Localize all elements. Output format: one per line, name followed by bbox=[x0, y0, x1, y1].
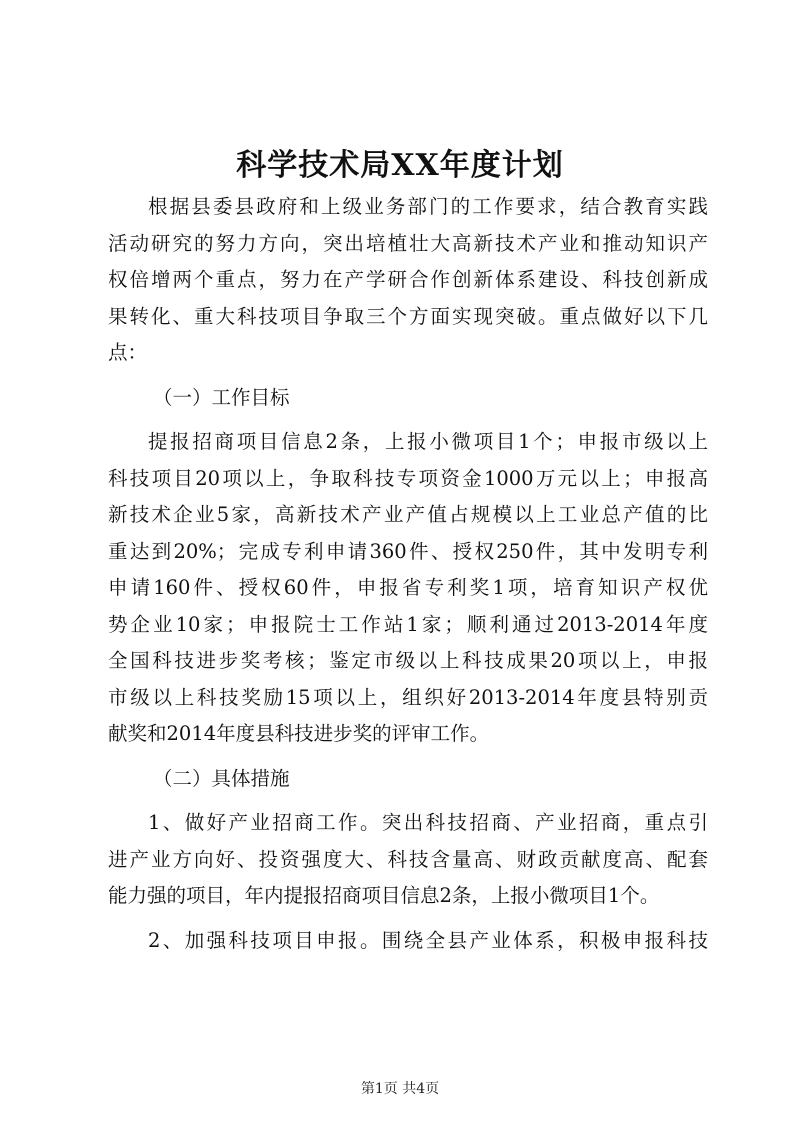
text-line: 提报招商项目信息2条，上报小微项目1个；申报市级以上 bbox=[148, 430, 708, 453]
text-line: 市级以上科技奖励15项以上，组织好2013-2014年度县特别贡 bbox=[108, 685, 708, 709]
document-title: 科学技术局XX年度计划 bbox=[236, 148, 564, 183]
section-heading-measures: （二）具体措施 bbox=[153, 766, 290, 790]
paragraph-goals bbox=[108, 424, 708, 753]
text-line: 申请160件、授权60件，申报省专利奖1项，培育知识产权优 bbox=[108, 576, 708, 599]
paragraph-intro bbox=[108, 189, 708, 372]
text-line: 1、做好产业招商工作。突出科技招商、产业招商，重点引 bbox=[148, 811, 708, 834]
text-line: 活动研究的努力方向，突出培植壮大高新技术产业和推动知识产 bbox=[108, 231, 708, 255]
text-line: 新技术企业5家，高新技术产业产值占规模以上工业总产值的比 bbox=[108, 503, 708, 526]
document-body bbox=[108, 189, 708, 959]
paragraph-measure-2 bbox=[108, 923, 708, 960]
text-line: 势企业10家；申报院士工作站1家；顺利通过2013-2014年度 bbox=[108, 612, 708, 636]
text-line: 重达到20%；完成专利申请360件、授权250件，其中发明专利 bbox=[108, 539, 708, 563]
text-line: 能力强的项目，年内提报招商项目信息2条，上报小微项目1个。 bbox=[108, 884, 660, 907]
text-line: 点： bbox=[108, 341, 148, 364]
section-heading-goals: （一）工作目标 bbox=[153, 385, 290, 409]
paragraph-measure-1 bbox=[108, 805, 708, 915]
text-line: 权倍增两个重点，努力在产学研合作创新体系建设、科技创新成 bbox=[108, 268, 708, 291]
page-footer: 第1页 共4页 bbox=[360, 1081, 440, 1097]
text-line: 2、加强科技项目申报。围绕全县产业体系，积极申报科技 bbox=[148, 928, 708, 952]
text-line: 献奖和2014年度县科技进步奖的评审工作。 bbox=[108, 722, 490, 745]
text-line: 进产业方向好、投资强度大、科技含量高、财政贡献度高、配套 bbox=[108, 847, 708, 871]
text-line: 根据县委县政府和上级业务部门的工作要求，结合教育实践 bbox=[148, 195, 708, 218]
text-line: 果转化、重大科技项目争取三个方面实现突破。重点做好以下几 bbox=[108, 304, 708, 328]
text-line: 全国科技进步奖考核；鉴定市级以上科技成果20项以上，申报 bbox=[108, 649, 708, 672]
text-line: 科技项目20项以上，争取科技专项资金1000万元以上；申报高 bbox=[108, 466, 708, 490]
